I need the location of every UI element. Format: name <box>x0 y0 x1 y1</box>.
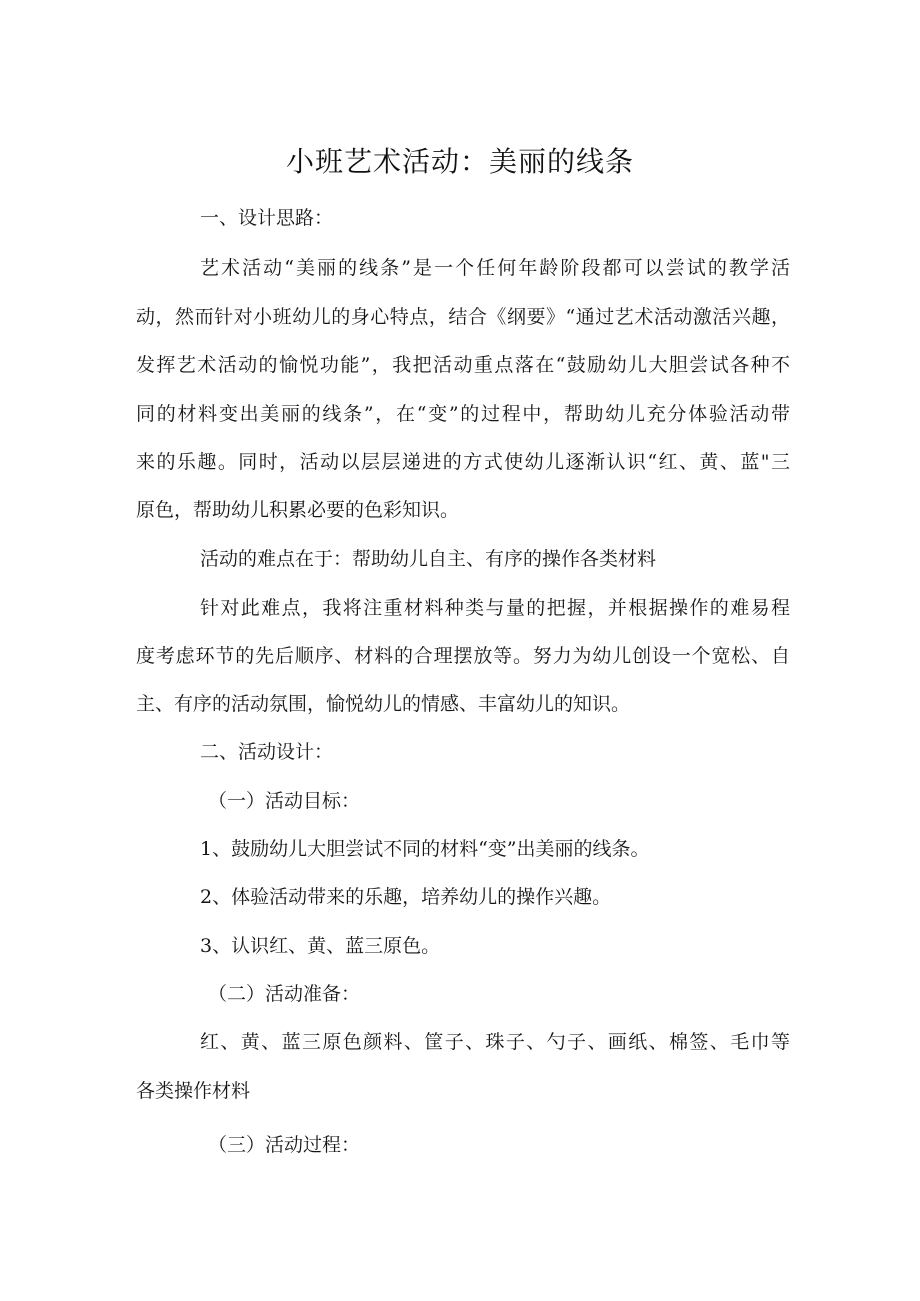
preparation-line: 红、黄、蓝三原色颜料、筐子、珠子、勺子、画纸、棉签、毛巾等 <box>200 1031 790 1053</box>
goal-item: 1、鼓励幼儿大胆尝试不同的材料“变”出美丽的线条。 <box>200 838 650 860</box>
paragraph-line: 主、有序的活动氛围，愉悦幼儿的情感、丰富幼儿的知识。 <box>136 693 631 715</box>
section-heading-design-ideas: 一、设计思路： <box>200 207 334 229</box>
paragraph-line: 艺术活动“美丽的线条”是一个任何年龄阶段都可以尝试的教学活 <box>200 257 790 279</box>
document-title: 小班艺术活动：美丽的线条 <box>285 145 634 178</box>
paragraph-line: 原色，帮助幼儿积累必要的色彩知识。 <box>136 499 460 521</box>
paragraph-line: 发挥艺术活动的愉悦功能”，我把活动重点落在“鼓励幼儿大胆尝试各种不 <box>136 354 790 376</box>
paragraph-line: 度考虑环节的先后顺序、材料的合理摆放等。努力为幼儿创设一个宽松、自 <box>136 645 790 667</box>
goal-item: 3、认识红、黄、蓝三原色。 <box>200 935 441 957</box>
subsection-heading-process: （三）活动过程： <box>208 1134 361 1156</box>
paragraph-line: 动，然而针对小班幼儿的身心特点，结合《纲要》“通过艺术活动激活兴趣， <box>136 306 790 328</box>
subsection-heading-preparation: （二）活动准备： <box>208 983 361 1005</box>
paragraph-line: 同的材料变出美丽的线条”，在“变”的过程中，帮助幼儿充分体验活动带 <box>136 403 790 425</box>
paragraph-line: 来的乐趣。同时，活动以层层递进的方式使幼儿逐渐认识“红、黄、蓝"三 <box>136 451 790 473</box>
difficulty-statement: 活动的难点在于：帮助幼儿自主、有序的操作各类材料 <box>200 548 657 570</box>
paragraph-line: 针对此难点，我将注重材料种类与量的把握，并根据操作的难易程 <box>200 597 790 619</box>
section-heading-activity-design: 二、活动设计： <box>200 741 334 763</box>
goal-item: 2、体验活动带来的乐趣，培养幼儿的操作兴趣。 <box>200 886 612 908</box>
preparation-line: 各类操作材料 <box>136 1080 251 1102</box>
subsection-heading-goals: （一）活动目标： <box>208 790 361 812</box>
